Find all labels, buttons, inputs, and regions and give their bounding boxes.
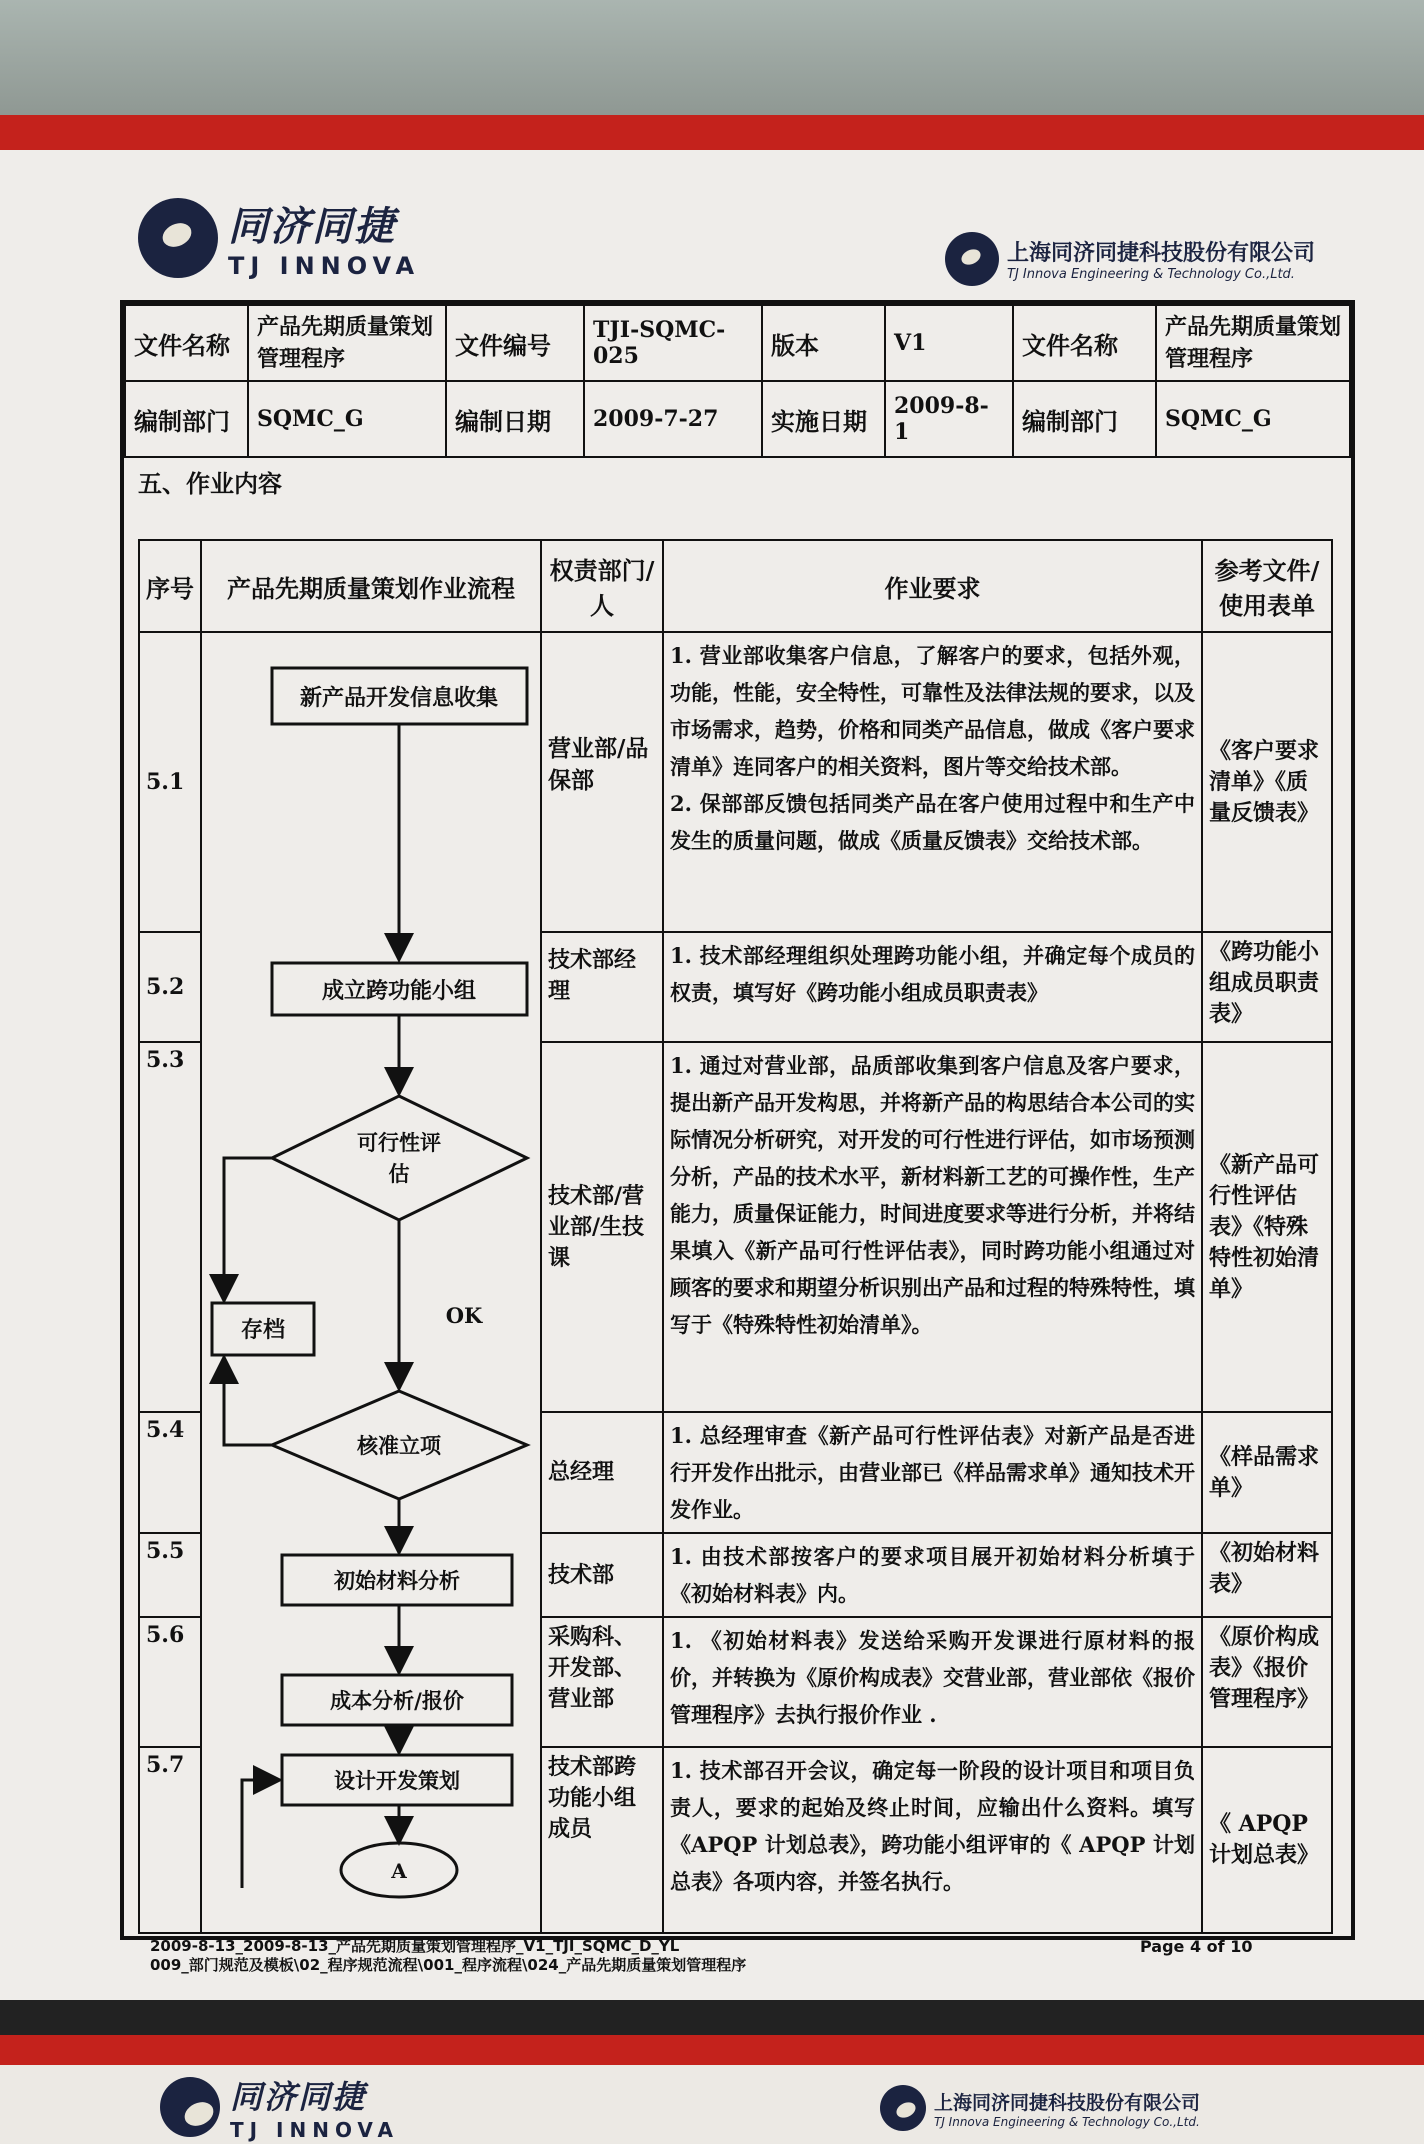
- company-logo-icon: [880, 2085, 926, 2131]
- header-doc-no: TJI-SQMC-025: [584, 305, 762, 381]
- row-req: 1. 《初始材料表》发送给采购开发课进行原材料的报价，并转换为《原价构成表》交营业部，营业部依《报价管理程序》去执行报价作业 .: [663, 1617, 1202, 1747]
- header-dept-label-2: 编制部门: [1013, 381, 1156, 457]
- flow-label-step5: 初始材料分析: [334, 1568, 460, 1593]
- row-req: 1. 通过对营业部，品质部收集到客户信息及客户要求，提出新产品开发构思，并将新产品的构思结合本公司的实际情况分析研究，对开发的可行性进行评估，如市场预测分析，产品的技术水平，新材料新工艺的可操作性，生产能力，质量保证能力，时间进度要求等进行分析，并将结果填入《新产品可行性评估表》，同时跨功能小组通过对顾客的要求和期望分析识别出产品和过程的特殊特性，填写于《特殊特性初始清单》。: [663, 1042, 1202, 1412]
- header-date-label: 编制日期: [446, 381, 584, 457]
- flow-label-step6: 成本分析/报价: [330, 1688, 464, 1713]
- flow-label-step2: 成立跨功能小组: [321, 978, 477, 1004]
- row-no: 5.4: [139, 1412, 201, 1533]
- header-dept-2: SQMC_G: [1156, 381, 1350, 457]
- flow-arrow-reject: [224, 1360, 272, 1445]
- brand-logo-en: TJ INNOVA: [228, 252, 421, 280]
- flow-label-archive: 存档: [240, 1317, 286, 1343]
- row-ref: 《 APQP 计划总表》: [1202, 1747, 1332, 1933]
- flow-label-step3b: 估: [388, 1161, 410, 1186]
- row-resp: 技术部: [541, 1533, 663, 1617]
- header-version-label: 版本: [762, 305, 885, 381]
- row-resp: 营业部/品保部: [541, 632, 663, 932]
- company-name-en: TJ Innova Engineering & Technology Co.,Ltd.: [934, 2114, 1200, 2129]
- row-ref: 《初始材料表》: [1202, 1533, 1332, 1617]
- flow-arrow-to-archive: [224, 1158, 272, 1298]
- header-impl-date: 2009-8-1: [885, 381, 1013, 457]
- row-no: 5.5: [139, 1533, 201, 1617]
- brand-logo-icon: [138, 198, 218, 278]
- flowchart: [202, 633, 542, 1936]
- header-dept-label: 编制部门: [125, 381, 248, 457]
- row-no: 5.1: [139, 632, 201, 932]
- header-doc-no-label: 文件编号: [446, 305, 584, 381]
- workflow-table-wrap: [138, 539, 1333, 1934]
- table-row: [139, 632, 1332, 932]
- flow-label-step1: 新产品开发信息收集: [299, 685, 499, 711]
- workflow-table: [138, 539, 1333, 1934]
- header-doc-name-2: 产品先期质量策划管理程序: [1156, 305, 1350, 381]
- company-logo: [945, 232, 1315, 286]
- row-ref: 《原价构成表》《报价管理程序》: [1202, 1617, 1332, 1747]
- row-req: 1. 营业部收集客户信息，了解客户的要求，包括外观，功能，性能，安全特性，可靠性及法律法规的要求，以及市场需求，趋势，价格和同类产品信息，做成《客户要求清单》连同客户的相关资料，图片等交给技术部。 2. 保部部反馈包括同类产品在客户使用过程中和生产中发生的质量问题，做成《质量反馈表》交给技术部。: [663, 632, 1202, 932]
- footer-line-1: 2009-8-13_2009-8-13_产品先期质量策划管理程序_V1_TJI_SQMC_D_YL: [150, 1937, 680, 1955]
- row-resp: 技术部跨功能小组成员: [541, 1747, 663, 1933]
- row-ref: 《新产品可行性评估表》《特殊特性初始清单》: [1202, 1042, 1332, 1412]
- header-version: V1: [885, 305, 1013, 381]
- footer-path: [150, 1937, 746, 1975]
- row-req: 1. 总经理审查《新产品可行性评估表》对新产品是否进行开发作出批示，由营业部已《样品需求单》通知技术开发作业。: [663, 1412, 1202, 1533]
- brand-logo-en: TJ INNOVA: [230, 2118, 400, 2142]
- company-logo-icon: [945, 232, 999, 286]
- brand-logo-icon: [160, 2077, 220, 2137]
- wall-background: [0, 0, 1424, 115]
- col-header-flow: 产品先期质量策划作业流程: [201, 540, 541, 632]
- section-title: 五、作业内容: [138, 469, 282, 498]
- row-req: 1. 技术部召开会议，确定每一阶段的设计项目和项目负责人，要求的起始及终止时间，应输出什么资料。填写《APQP 计划总表》，跨功能小组评审的《 APQP 计划总表》各项内容，并签名执行。: [663, 1747, 1202, 1933]
- header-date: 2009-7-27: [584, 381, 762, 457]
- row-req: 1. 技术部经理组织处理跨功能小组，并确定每个成员的权责，填写好《跨功能小组成员职责表》: [663, 932, 1202, 1042]
- col-header-ref: 参考文件/使用表单: [1202, 540, 1332, 632]
- flow-label-step3a: 可行性评: [357, 1130, 441, 1155]
- row-resp: 技术部/营业部/生技课: [541, 1042, 663, 1412]
- row-ref: 《样品需求单》: [1202, 1412, 1332, 1533]
- row-resp: 技术部经理: [541, 932, 663, 1042]
- company-logo-next: [880, 2085, 1200, 2131]
- row-no: 5.3: [139, 1042, 201, 1412]
- brand-logo-cn: 同济同捷: [228, 204, 396, 250]
- footer-line-2: 009_部门规范及模板\02_程序规范流程\001_程序流程\024_产品先期质量策划管理程序: [150, 1956, 747, 1974]
- brand-logo: [138, 195, 420, 280]
- col-header-resp: 权责部门/人: [541, 540, 663, 632]
- document-header-table: [124, 304, 1351, 458]
- brand-logo-next: [160, 2072, 399, 2142]
- row-ref: 《客户要求清单》《质量反馈表》: [1202, 632, 1332, 932]
- header-impl-label: 实施日期: [762, 381, 885, 457]
- flow-label-ok: OK: [445, 1303, 483, 1328]
- flow-arrow-loop: [242, 1780, 277, 1888]
- header-doc-name: 产品先期质量策划管理程序: [248, 305, 446, 381]
- row-resp: 总经理: [541, 1412, 663, 1533]
- row-resp: 采购科、开发部、营业部: [541, 1617, 663, 1747]
- brand-logo-cn: 同济同捷: [230, 2078, 367, 2116]
- row-no: 5.7: [139, 1747, 201, 1933]
- flow-label-step4: 核准立项: [357, 1433, 441, 1458]
- row-no: 5.2: [139, 932, 201, 1042]
- row-ref: 《跨功能小组成员职责表》: [1202, 932, 1332, 1042]
- header-dept: SQMC_G: [248, 381, 446, 457]
- company-name-en: TJ Innova Engineering & Technology Co.,Ltd.: [1007, 267, 1295, 282]
- flowchart-cell: [201, 632, 541, 1933]
- header-doc-name-label: 文件名称: [125, 305, 248, 381]
- company-name-cn: 上海同济同捷科技股份有限公司: [1007, 241, 1316, 266]
- flow-label-step7: 设计开发策划: [334, 1768, 460, 1793]
- header-doc-name-label-2: 文件名称: [1013, 305, 1156, 381]
- row-no: 5.6: [139, 1617, 201, 1747]
- flow-decision-feasibility: [272, 1096, 527, 1220]
- page-number: Page 4 of 10: [1140, 1937, 1253, 1956]
- col-header-req: 作业要求: [663, 540, 1202, 632]
- row-req: 1. 由技术部按客户的要求项目展开初始材料分析填于《初始材料表》内。: [663, 1533, 1202, 1617]
- flow-label-connector: A: [391, 1859, 407, 1883]
- col-header-no: 序号: [139, 540, 201, 632]
- document-frame: [120, 300, 1355, 1940]
- company-name-cn: 上海同济同捷科技股份有限公司: [934, 2091, 1201, 2114]
